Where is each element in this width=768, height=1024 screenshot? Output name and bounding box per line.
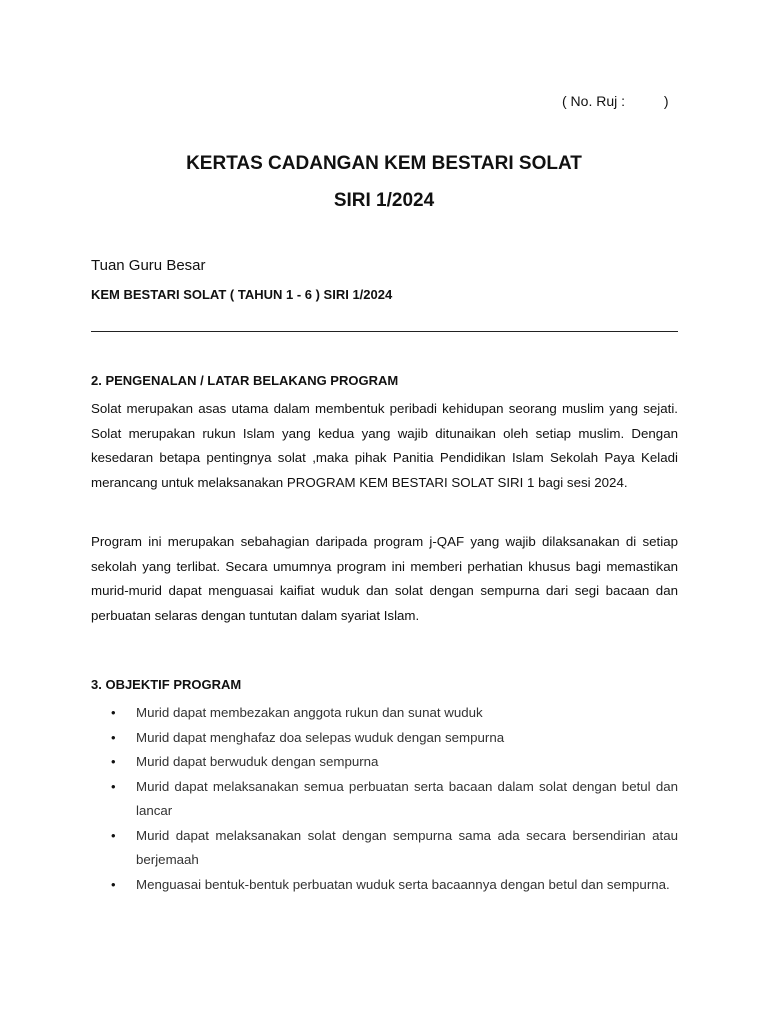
bullet-icon: • [111,876,116,892]
objective-item [91,775,678,824]
section-3-heading: 3. OBJEKTIF PROGRAM [91,677,242,692]
horizontal-divider [91,331,678,332]
objective-text: Murid dapat melaksanakan semua perbuatan serta bacaan dalam solat dengan betul dan lancar [136,778,678,818]
bullet-icon: • [111,827,116,843]
bullet-icon: • [111,705,116,720]
objective-text: Murid dapat berwuduk dengan sempurna [136,754,379,769]
objective-text: Murid dapat membezakan anggota rukun dan sunat wuduk [136,705,483,720]
bullet-icon: • [111,729,116,745]
addressee: Tuan Guru Besar [91,257,206,274]
objectives-list [91,701,678,897]
document-series: SIRI 1/2024 [333,190,435,211]
section-2-heading: 2. PENGENALAN / LATAR BELAKANG PROGRAM [91,373,399,388]
objective-text: Menguasai bentuk-bentuk perbuatan wuduk serta bacaannya dengan betul dan sempurna. [136,876,670,892]
bullet-icon: • [111,754,116,769]
bullet-icon: • [111,778,116,794]
section-2-paragraph-1: Solat merupakan asas utama dalam membentuk peribadi kehidupan seorang muslim yang sejati. Solat merupakan rukun Islam yang kedua yang wajib ditunaikan oleh setiap muslim. Dengan kesedaran betapa pentingnya solat ,maka pihak Panitia Pendidikan Islam Sekolah Paya Keladi merancang untuk melaksanakan PROGRAM KEM BESTARI SOLAT SIRI 1 bagi sesi 2024. [91,401,678,490]
objective-item [91,750,678,775]
subject-line: KEM BESTARI SOLAT ( TAHUN 1 - 6 ) SIRI 1/2024 [91,287,393,302]
reference-number: ( No. Ruj : ) [562,93,669,109]
objective-text: Murid dapat menghafaz doa selepas wuduk dengan sempurna [136,729,505,745]
objective-item [91,701,678,726]
document-title: KERTAS CADANGAN KEM BESTARI SOLAT [186,153,582,174]
objective-item [91,873,678,898]
objective-item [91,824,678,873]
section-2-paragraph-2: Program ini merupakan sebahagian daripada program j-QAF yang wajib dilaksanakan di setiap sekolah yang terlibat. Secara umumnya program ini memberi perhatian khusus bagi memastikan murid-murid dapat menguasai kaifiat wuduk dan solat dengan sempurna dari segi bacaan dan perbuatan selaras dengan tuntutan dalam syariat Islam. [91,534,678,623]
objective-item [91,726,678,751]
objective-text: Murid dapat melaksanakan solat dengan sempurna sama ada secara bersendirian atau berjemaah [136,827,678,867]
